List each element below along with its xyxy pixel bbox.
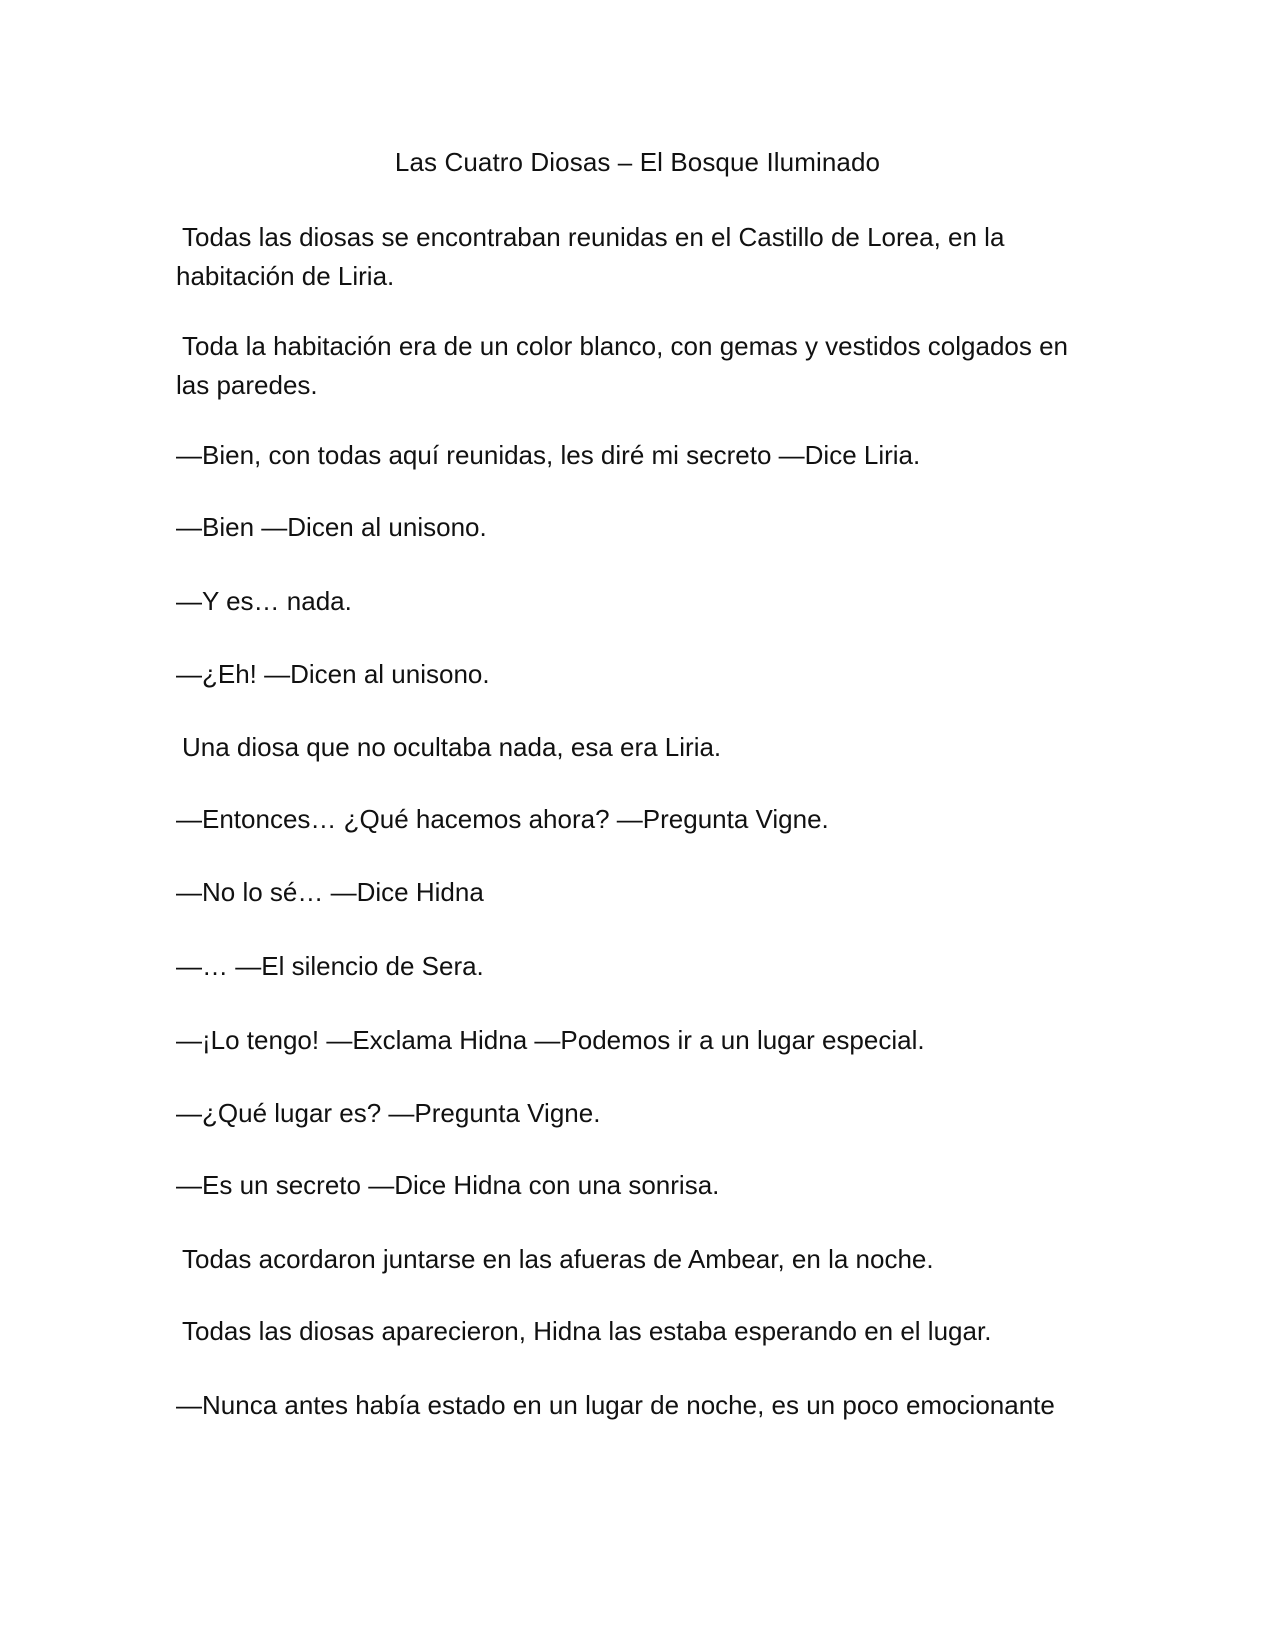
paragraph-11: —¡Lo tengo! —Exclama Hidna —Podemos ir a un lugar especial. — [176, 1025, 925, 1055]
paragraph-9: —No lo sé… —Dice Hidna — [176, 877, 484, 907]
document-title: Las Cuatro Diosas – El Bosque Iluminado — [394, 147, 881, 177]
paragraph-7: Una diosa que no ocultaba nada, esa era Liria. — [182, 732, 722, 762]
paragraph-15: Todas las diosas aparecieron, Hidna las estaba esperando en el lugar. — [182, 1316, 992, 1346]
paragraph-4: —Bien —Dicen al unisono. — [176, 512, 487, 542]
paragraph-2: Toda la habitación era de un color blanco, con gemas y vestidos colgados en las paredes. — [176, 331, 1069, 400]
paragraph-13: —Es un secreto —Dice Hidna con una sonrisa. — [176, 1170, 720, 1200]
paragraph-12: —¿Qué lugar es? —Pregunta Vigne. — [176, 1098, 601, 1128]
paragraph-8: —Entonces… ¿Qué hacemos ahora? —Pregunta Vigne. — [176, 804, 829, 834]
paragraph-10: —… —El silencio de Sera. — [176, 951, 484, 981]
paragraph-6: —¿Eh! —Dicen al unisono. — [176, 659, 490, 689]
paragraph-5: —Y es… nada. — [176, 586, 352, 616]
paragraph-14: Todas acordaron juntarse en las afueras de Ambear, en la noche. — [182, 1244, 934, 1274]
paragraph-16: —Nunca antes había estado en un lugar de noche, es un poco emocionante — [176, 1390, 1055, 1420]
paragraph-3: —Bien, con todas aquí reunidas, les diré mi secreto —Dice Liria. — [176, 440, 921, 470]
paragraph-1: Todas las diosas se encontraban reunidas en el Castillo de Lorea, en la habitación de Liria. — [176, 222, 1005, 291]
